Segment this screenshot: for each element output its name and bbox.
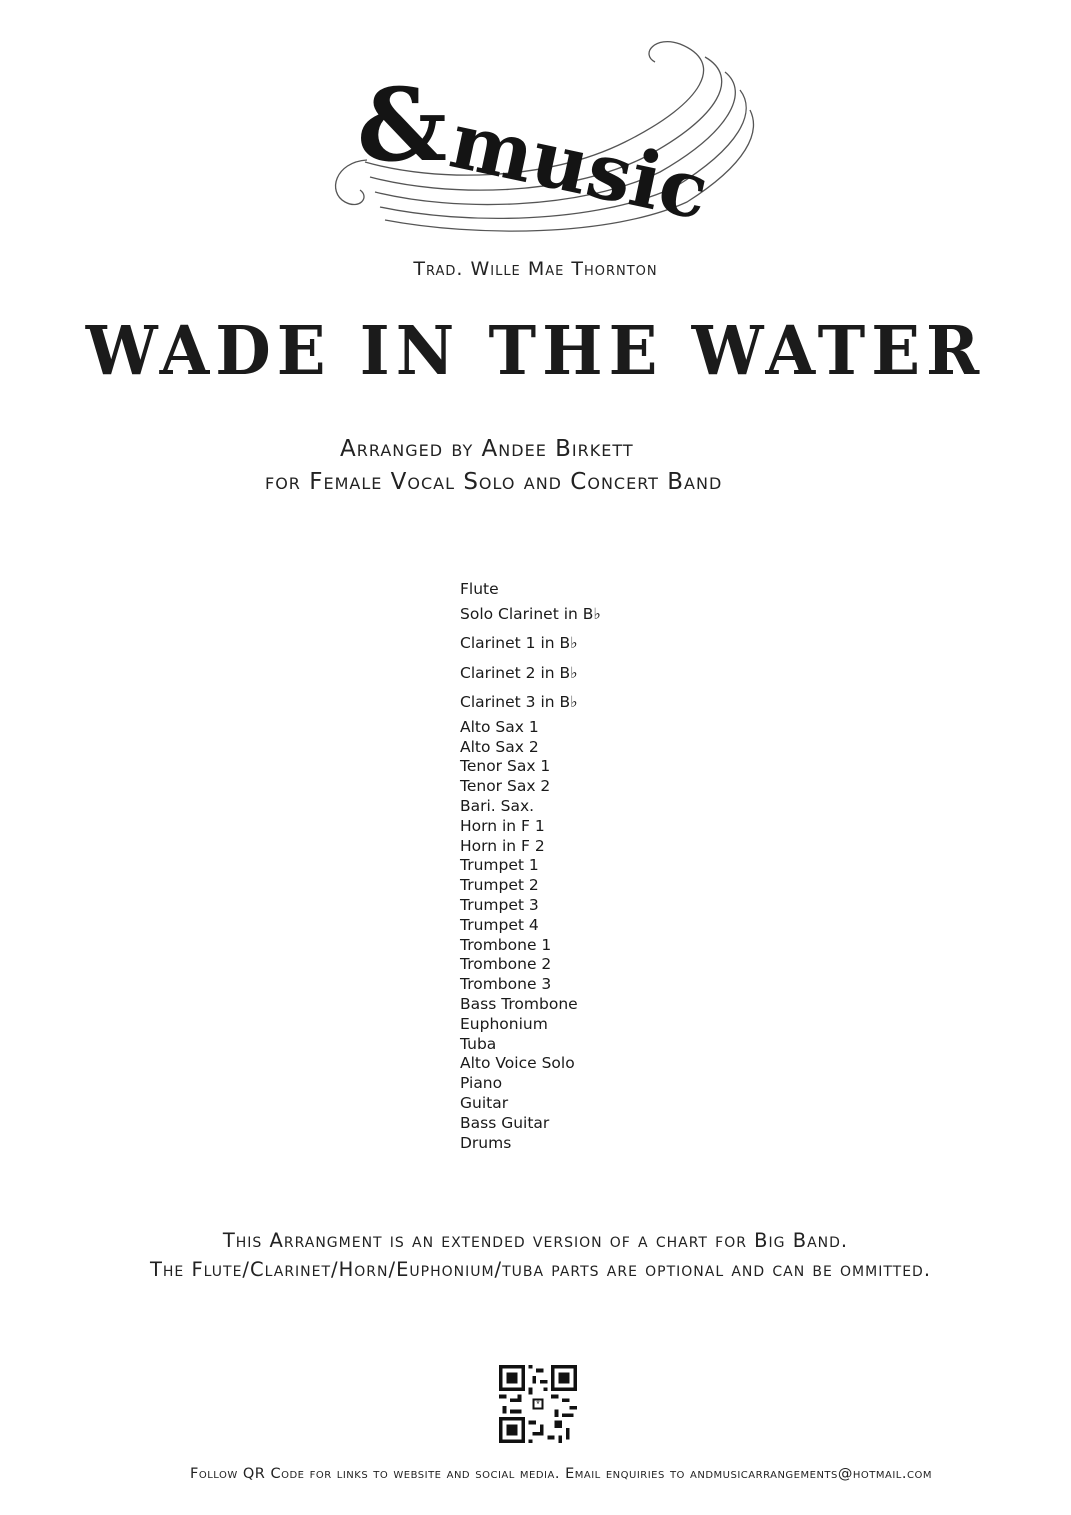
contact-footer <box>0 1466 1071 1482</box>
instrument-item: Trumpet 1 <box>460 856 539 875</box>
instrument-item: Horn in F 2 <box>460 836 545 855</box>
instrument-item: Clarinet 2 in B♭ <box>460 663 578 682</box>
composer-credit: Trad. Wille Mae Thornton <box>413 258 658 280</box>
arrangement-note: This Arrangment is an extended version of a chart for Big Band. <box>222 1229 849 1252</box>
instrument-item: Horn in F 1 <box>460 816 545 835</box>
instrument-item: Alto Sax 2 <box>460 737 539 756</box>
page-title: WADE IN THE WATER <box>85 312 986 391</box>
qr-code-icon[interactable] <box>496 1365 580 1443</box>
instrument-item: Trumpet 3 <box>460 895 539 914</box>
optional-parts-note: The Flute/Clarinet/Horn/Euphonium/tuba parts are optional and can be ommitted. <box>149 1258 932 1281</box>
instrument-item: Trumpet 4 <box>460 915 539 934</box>
andmusic-logo <box>325 32 765 242</box>
email-link[interactable]: andmusicarrangements@hotmail.com <box>690 1466 932 1482</box>
instrument-item: Clarinet 3 in B♭ <box>460 693 578 712</box>
instrument-item: Trombone 3 <box>460 975 552 994</box>
instrument-item: Guitar <box>460 1093 509 1112</box>
instrument-item: Clarinet 1 in B♭ <box>460 634 578 653</box>
footer-text: Follow QR Code for links to website and social media. Email enquiries to <box>190 1466 691 1482</box>
instrument-item: Piano <box>460 1074 503 1093</box>
instrument-item: Tuba <box>460 1034 497 1053</box>
instrument-item: Euphonium <box>460 1014 548 1033</box>
instrument-item: Solo Clarinet in B♭ <box>460 604 601 623</box>
instrument-item: Alto Sax 1 <box>460 717 539 736</box>
instrument-item: Trumpet 2 <box>460 876 539 895</box>
staff-swirl-logo-icon <box>325 32 765 242</box>
instrument-item: Flute <box>460 580 499 598</box>
arranger-credit: Arranged by Andee Birkett <box>340 436 634 462</box>
instrument-item: Trombone 1 <box>460 935 552 954</box>
scoring-line: for Female Vocal Solo and Concert Band <box>265 469 723 495</box>
instrument-item: Alto Voice Solo <box>460 1054 575 1073</box>
instrument-list <box>460 580 601 1153</box>
svg-text:&: & <box>357 66 448 184</box>
instrument-item: Drums <box>460 1133 512 1152</box>
instrument-item: Bari. Sax. <box>460 796 535 815</box>
svg-text:music: music <box>442 94 717 239</box>
instrument-item: Tenor Sax 2 <box>460 777 551 796</box>
instrument-item: Bass Guitar <box>460 1113 550 1132</box>
instrument-item: Trombone 2 <box>460 955 552 974</box>
instrument-item: Bass Trombone <box>460 994 578 1013</box>
qr-code-graphic <box>496 1365 580 1443</box>
instrument-item: Tenor Sax 1 <box>460 757 551 776</box>
svg-text:*: * <box>536 1398 540 1409</box>
